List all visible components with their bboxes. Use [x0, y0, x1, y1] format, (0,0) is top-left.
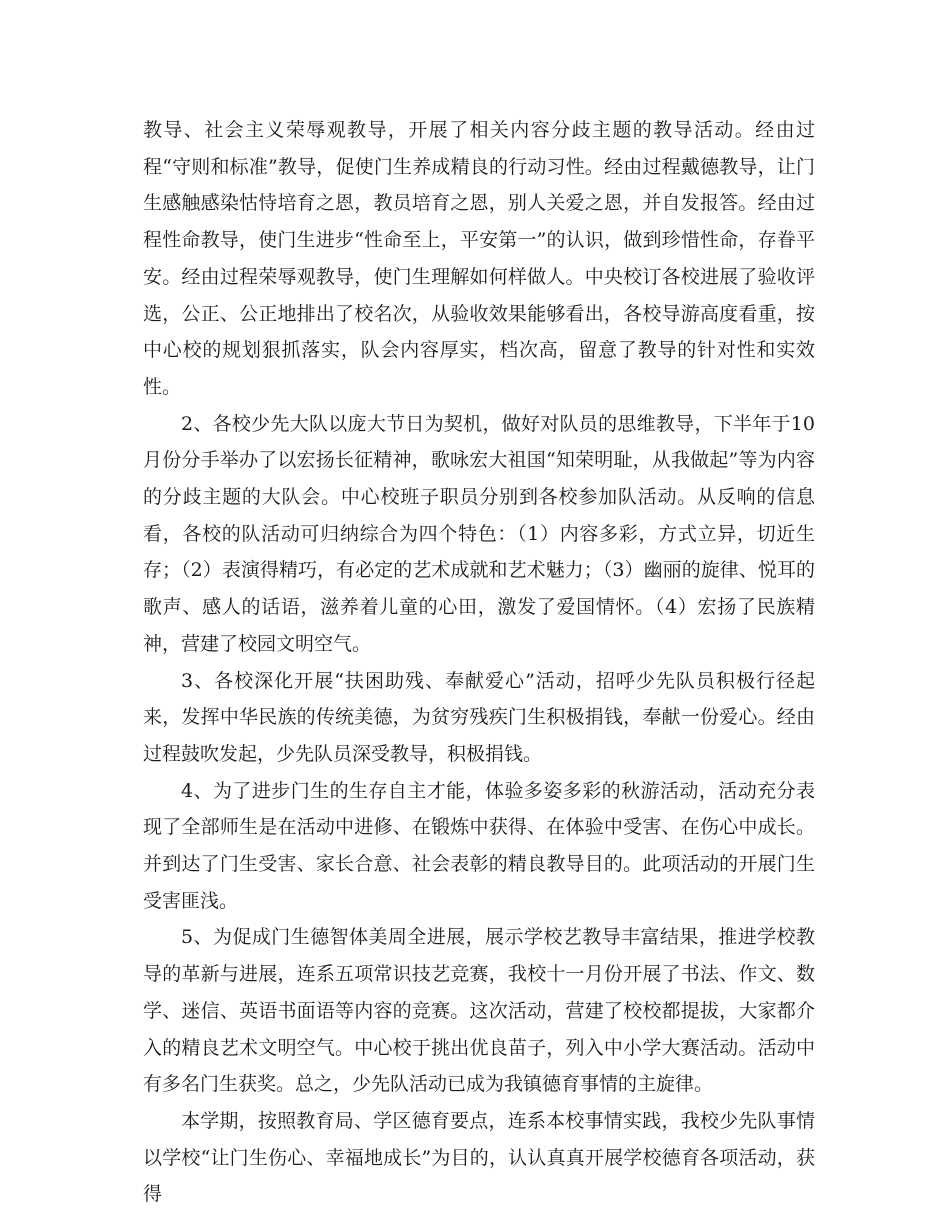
paragraph-item-2: 2、各校少先大队以庞大节日为契机，做好对队员的思维教导，下半年于10月份分手举办了以宏扬长征精神，歌咏宏大祖国“知荣明耻，从我做起”等为内容的分歧主题的大队会。中心校班子职员分别到各校参加队活动。从反响的信息看，各校的队活动可归纳综合为四个特色：（1）内容多彩，方式立异，切近生存；（2）表演得精巧，有必定的艺术成就和艺术魅力；（3）幽丽的旋律、悦耳的歌声、感人的话语，滋养着儿童的心田，激发了爱国情怀。（4）宏扬了民族精神，营建了校园文明空气。 [143, 412, 815, 655]
paragraph-item-5: 5、为促成门生德智体美周全进展，展示学校艺教导丰富结果，推进学校教导的革新与进展，连系五项常识技艺竞赛，我校十一月份开展了书法、作文、数学、迷信、英语书面语等内容的竞赛。这次活动，营建了校校都提拔，大家都介入的精良艺术文明空气。中心校于挑出优良苗子，列入中小学大赛活动。活动中有多名门生获奖。总之，少先队活动已成为我镇德育事情的主旋律。 [143, 926, 815, 1096]
document-body [143, 112, 815, 1213]
paragraph-item-4: 4、为了进步门生的生存自主才能，体验多姿多彩的秋游活动，活动充分表现了全部师生是在活动中进修、在锻炼中获得、在体验中受害、在伤心中成长。并到达了门生受害、家长合意、社会表彰的精良教导目的。此项活动的开展门生受害匪浅。 [143, 779, 815, 912]
paragraph-semester-summary: 本学期，按照教育局、学区德育要点，连系本校事情实践，我校少先队事情以学校“让门生伤心、幸福地成长”为目的，认认真真开展学校德育各项活动，获得 [143, 1109, 815, 1206]
paragraph-moral-education: 教导、社会主义荣辱观教导，开展了相关内容分歧主题的教导活动。经由过程“守则和标准”教导，促使门生养成精良的行动习性。经由过程戴德教导，让门生感触感染怙恃培育之恩，教员培育之恩，别人关爱之恩，并自发报答。经由过程性命教导，使门生进步“性命至上，平安第一”的认识，做到珍惜性命，存眷平安。经由过程荣辱观教导，使门生理解如何样做人。中央校订各校进展了验收评选，公正、公正地排出了校名次，从验收效果能够看出，各校导游高度看重，按中心校的规划狠抓落实，队会内容厚实，档次高，留意了教导的针对性和实效性。 [143, 119, 815, 398]
paragraph-item-3: 3、各校深化开展“扶困助残、奉献爱心”活动，招呼少先队员积极行径起来，发挥中华民族的传统美德，为贫穷残疾门生积极捐钱，奉献一份爱心。经由过程鼓吹发起，少先队员深受教导，积极捐钱。 [143, 669, 815, 765]
